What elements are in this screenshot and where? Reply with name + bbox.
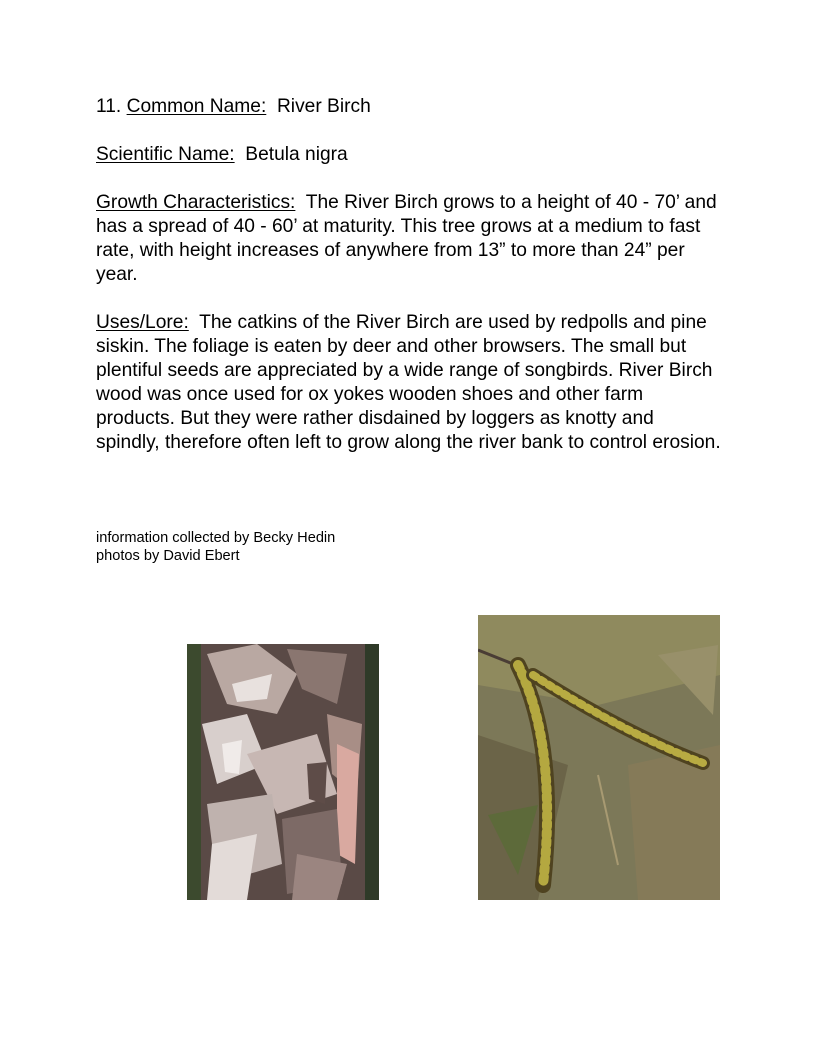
uses-label: Uses/Lore: — [96, 312, 189, 333]
scientific-name-value: Betula nigra — [245, 144, 348, 165]
photo-credit: photos by David Ebert — [96, 548, 240, 564]
common-name-label: Common Name: — [126, 96, 267, 117]
uses-paragraph — [96, 311, 722, 455]
uses-text: The catkins of the River Birch are used by redpolls and pine siskin. The foliage is eaten by deer and other browsers. The small but plentiful seeds are appreciated by a wide range of songbirds. River Birch wood was once used for ox yokes wooden shoes and other farm products. But they were rather disdained by loggers as knotty and spindly, therefore often left to grow along the river bank to control erosion. — [96, 312, 721, 453]
common-name-line — [96, 95, 722, 119]
info-credit: information collected by Becky Hedin — [96, 530, 336, 546]
scientific-name-label: Scientific Name: — [96, 144, 235, 165]
growth-text: The River Birch grows to a height of 40 - 70’ and has a spread of 40 - 60’ at maturity. This tree grows at a medium to fast rate, with height increases of anywhere from 13” to more than 24” per year. — [96, 192, 717, 285]
bark-photo — [187, 644, 379, 900]
species-entry — [96, 95, 722, 479]
catkin-photo — [478, 615, 720, 900]
credits — [96, 529, 335, 565]
scientific-name-line — [96, 143, 722, 167]
entry-number: 11. — [96, 96, 122, 117]
common-name-value: River Birch — [276, 96, 371, 117]
growth-label: Growth Characteristics: — [96, 192, 296, 213]
growth-paragraph — [96, 191, 722, 287]
